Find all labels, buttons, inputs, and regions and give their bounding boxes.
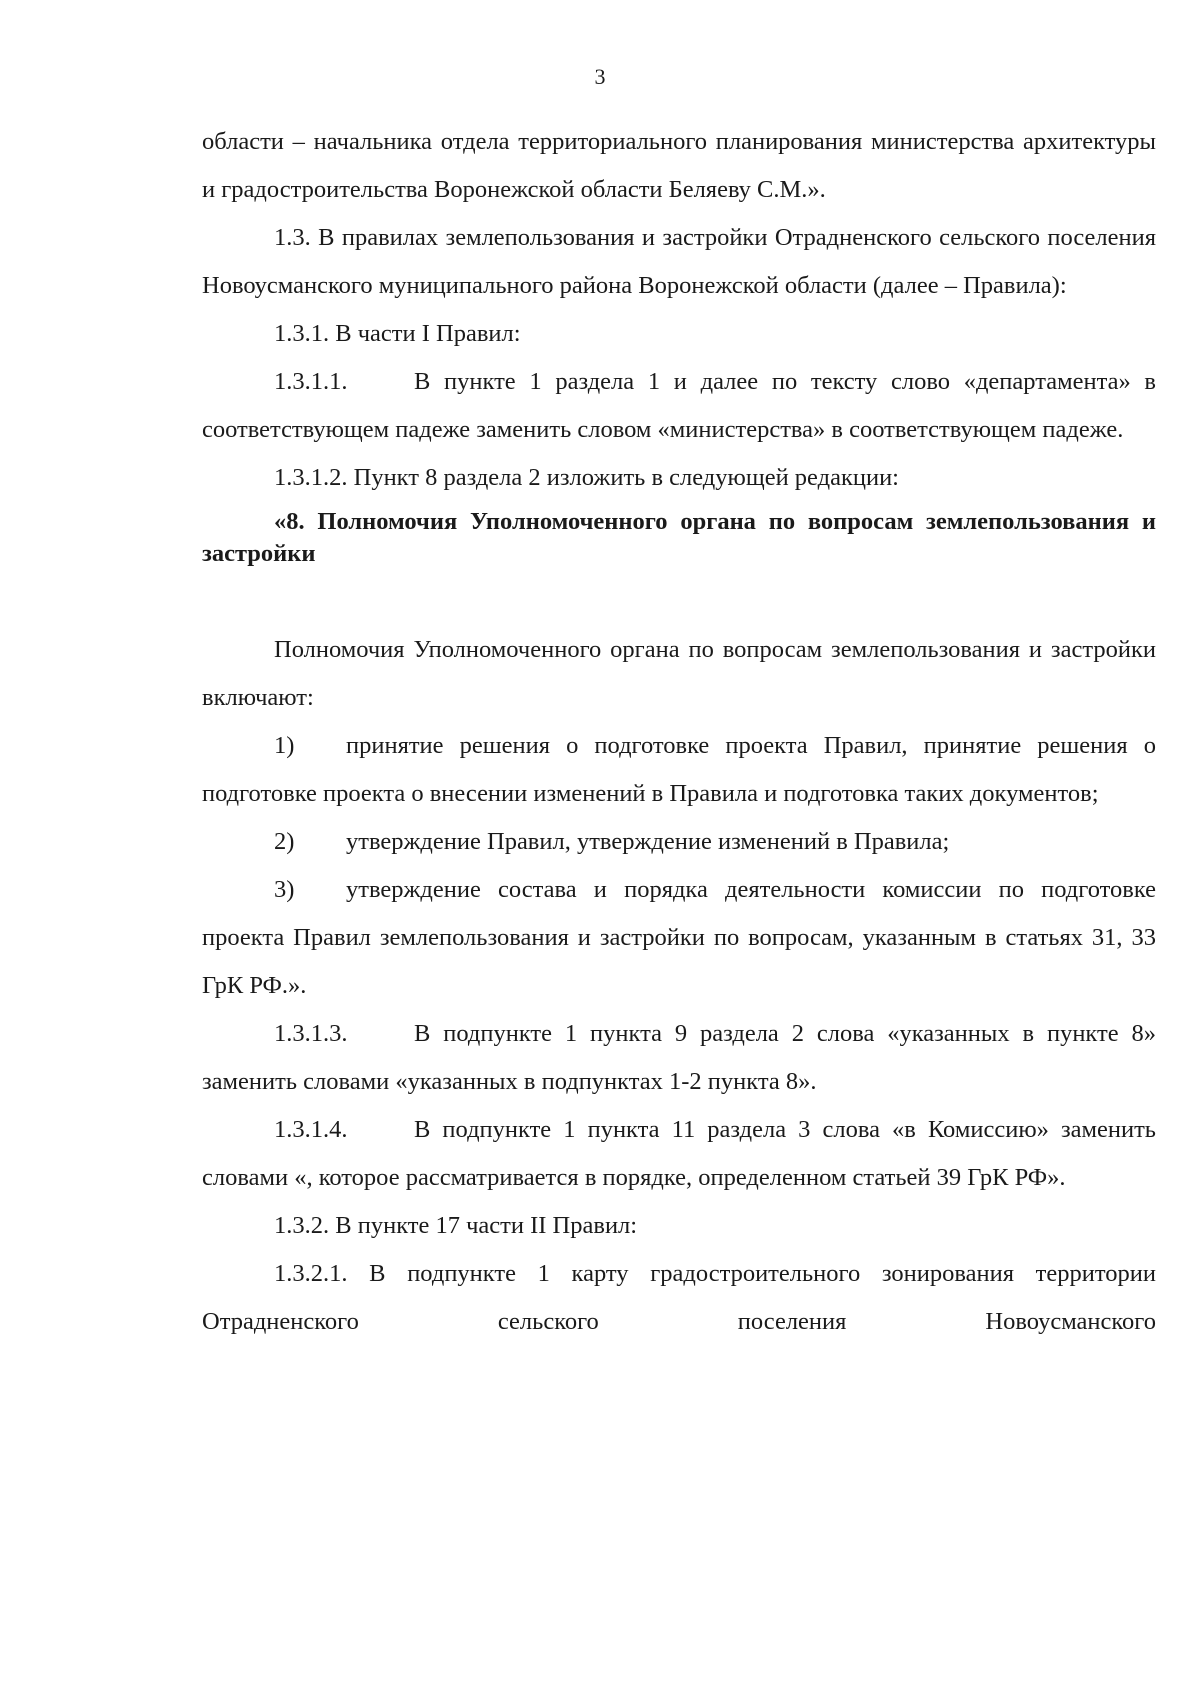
paragraph-1-3-1-4 bbox=[202, 1106, 1156, 1202]
paragraph-1-3-1-1 bbox=[202, 358, 1156, 454]
list-item-text: утверждение Правил, утверждение изменений в Правила; bbox=[346, 828, 950, 855]
clause-number: 1.3.1.4. bbox=[274, 1116, 348, 1143]
paragraph-1-3-1-3 bbox=[202, 1010, 1156, 1106]
list-item-3 bbox=[202, 866, 1156, 1010]
paragraph-1-3-2: 1.3.2. В пункте 17 части II Правил: bbox=[274, 1212, 638, 1239]
list-item-number: 3) bbox=[274, 876, 295, 903]
list-item-number: 2) bbox=[274, 828, 295, 855]
page-number: 3 bbox=[594, 64, 606, 89]
clause-text: В подпункте 1 пункта 11 раздела 3 слова «в Комиссию» заменить словами «, которое рассматривается в порядке, определенном статьей 39 ГрК РФ». bbox=[202, 1116, 1156, 1191]
list-item-1 bbox=[202, 722, 1156, 818]
paragraph-1-3: 1.3. В правилах землепользования и застройки Отрадненского сельского поселения Новоусманского муниципального района Воронежской области (далее – Правила): bbox=[202, 224, 1156, 299]
paragraph-1: области – начальника отдела территориального планирования министерства архитектуры и градостроительства Воронежской области Беляеву С.М.». bbox=[202, 128, 1156, 203]
clause-number: 1.3.1.3. bbox=[274, 1020, 348, 1047]
paragraph-powers-intro: Полномочия Уполномоченного органа по вопросам землепользования и застройки включают: bbox=[202, 636, 1156, 711]
clause-number: 1.3.1.1. bbox=[274, 368, 348, 395]
clause-text: В пункте 1 раздела 1 и далее по тексту слово «департамента» в соответствующем падеже заменить словом «министерства» в соответствующем падеже. bbox=[202, 368, 1156, 443]
paragraph-1-3-1-2: 1.3.1.2. Пункт 8 раздела 2 изложить в следующей редакции: bbox=[274, 464, 899, 491]
document-body bbox=[202, 118, 1156, 1346]
section-heading: «8. Полномочия Уполномоченного органа по вопросам землепользования и застройки bbox=[202, 508, 1156, 567]
paragraph-1-3-1: 1.3.1. В части I Правил: bbox=[274, 320, 521, 347]
spacer bbox=[202, 570, 1156, 626]
list-item-number: 1) bbox=[274, 732, 295, 759]
list-item-2 bbox=[202, 818, 1156, 866]
paragraph-1-3-2-1: 1.3.2.1. В подпункте 1 карту градостроительного зонирования территории Отрадненского сельского поселения Новоусманского bbox=[202, 1260, 1156, 1335]
clause-text: В подпункте 1 пункта 9 раздела 2 слова «указанных в пункте 8» заменить словами «указанных в подпунктах 1-2 пункта 8». bbox=[202, 1020, 1156, 1095]
list-item-text: принятие решения о подготовке проекта Правил, принятие решения о подготовке проекта о внесении изменений в Правила и подготовка таких документов; bbox=[202, 732, 1156, 807]
list-item-text: утверждение состава и порядка деятельности комиссии по подготовке проекта Правил землепользования и застройки по вопросам, указанным в статьях 31, 33 ГрК РФ.». bbox=[202, 876, 1156, 999]
